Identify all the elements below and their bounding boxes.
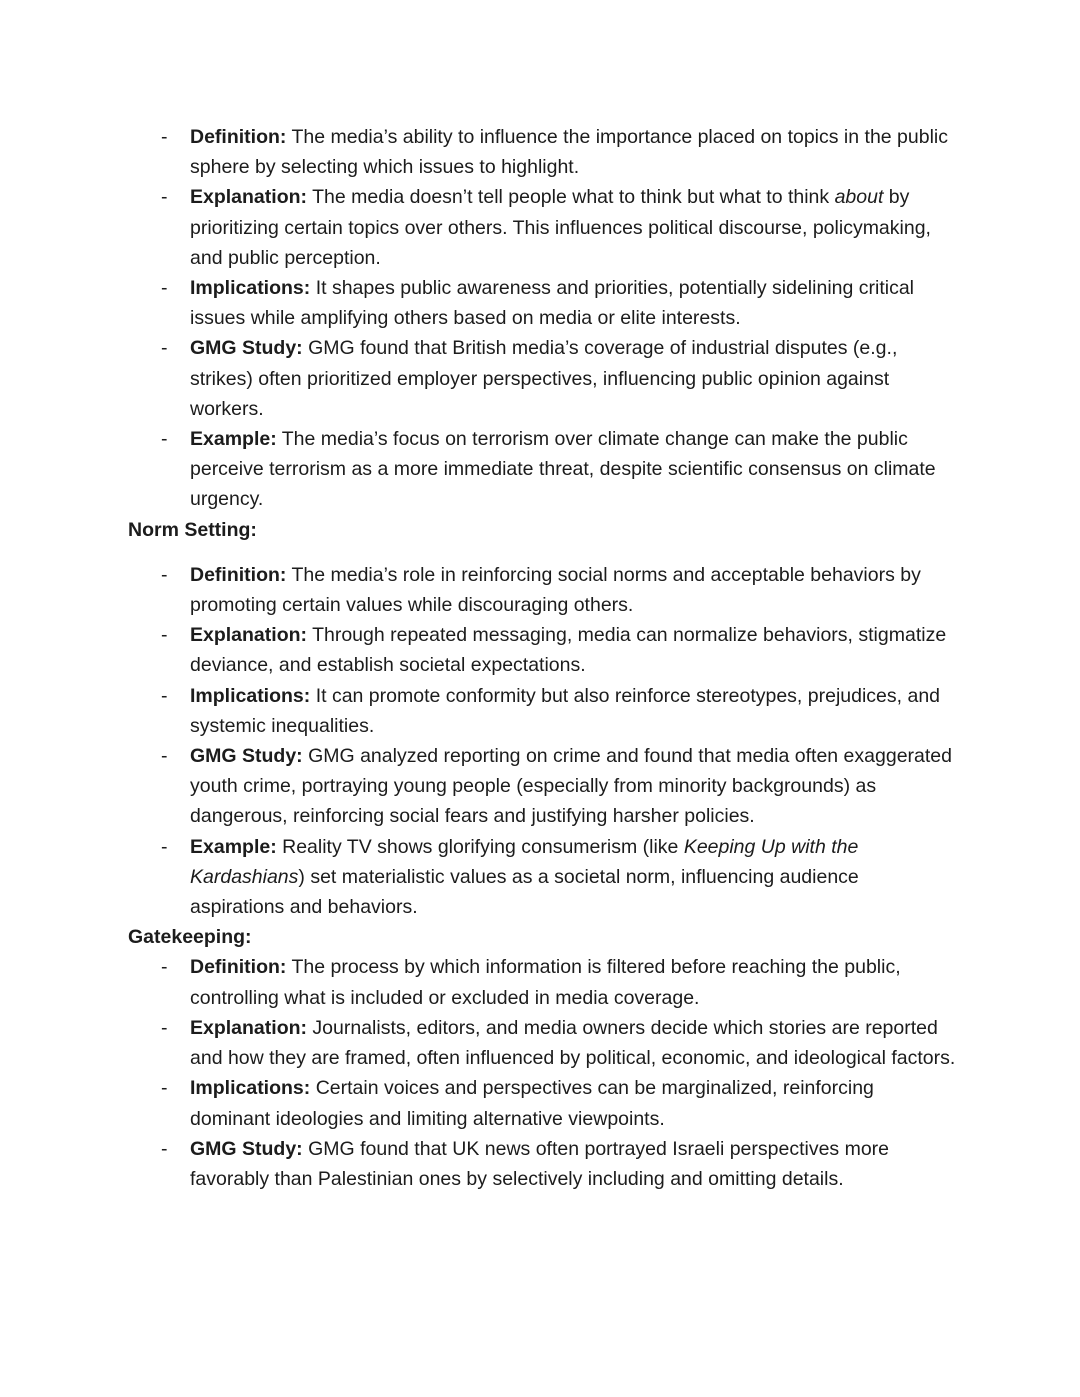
item-text: The media doesn’t tell people what to think but what to think: [307, 186, 835, 209]
item-text: The media’s ability to influence the importance placed on topics in the public sphere by selecting which issues to highlight.: [190, 126, 948, 179]
bullet-dash: -: [161, 277, 168, 300]
item-text: Certain voices and perspectives can be marginalized, reinforcing dominant ideologies and limiting alternative viewpoints.: [190, 1077, 874, 1130]
section-heading: Gatekeeping:: [128, 926, 252, 949]
list-item: [128, 1073, 956, 1133]
bullet-dash: -: [161, 956, 168, 979]
item-label: GMG Study:: [190, 337, 303, 360]
item-label: Implications:: [190, 1077, 311, 1100]
item-text-italic: Keeping Up with the Kardashians: [190, 835, 859, 888]
item-label: Explanation:: [190, 1016, 308, 1039]
item-text: It shapes public awareness and priorities, potentially sidelining critical issues while amplifying others based on media or elite interests.: [190, 277, 915, 330]
item-label: Explanation:: [190, 624, 308, 647]
item-text: GMG analyzed reporting on crime and found that media often exaggerated youth crime, portraying young people (especially from minority backgrounds) as dangerous, reinforcing social fears and justifying harsher policies.: [190, 745, 952, 828]
document-content: [128, 122, 956, 1194]
item-text: GMG found that UK news often portrayed Israeli perspectives more favorably than Palestinian ones by selectively including and omitting details.: [190, 1137, 890, 1190]
list-item: [128, 333, 956, 424]
list-item: [128, 741, 956, 832]
item-text: The media’s role in reinforcing social norms and acceptable behaviors by promoting certain values while discouraging others.: [190, 563, 921, 617]
item-text: The process by which information is filtered before reaching the public, controlling what is included or excluded in media coverage.: [190, 956, 901, 1009]
list-item: [128, 182, 956, 273]
list-item: [128, 560, 956, 620]
bullet-dash: -: [161, 126, 168, 148]
bullet-dash: -: [161, 563, 168, 586]
bullet-dash: -: [161, 1016, 168, 1039]
bullet-dash: -: [161, 745, 168, 768]
bullet-dash: -: [161, 684, 168, 707]
section-heading: Norm Setting:: [128, 518, 257, 541]
item-text: The media’s focus on terrorism over climate change can make the public perceive terrorism as a more immediate threat, despite scientific consensus on climate urgency.: [190, 428, 936, 511]
item-text: Through repeated messaging, media can normalize behaviors, stigmatize deviance, and establish societal expectations.: [190, 624, 947, 677]
item-label: GMG Study:: [190, 745, 303, 768]
item-label: Explanation:: [190, 186, 308, 209]
list-item: [128, 1134, 956, 1194]
bullet-dash: -: [161, 1137, 168, 1160]
item-text: Journalists, editors, and media owners decide which stories are reported and how they are framed, often influenced by political, economic, and ideological factors.: [190, 1016, 956, 1070]
bullet-dash: -: [161, 835, 168, 858]
item-text: Reality TV shows glorifying consumerism (like: [276, 835, 684, 858]
item-label: Definition:: [190, 126, 287, 148]
bullet-dash: -: [161, 1077, 168, 1100]
item-text: by prioritizing certain topics over others. This influences political discourse, policymaking, and public perception.: [190, 186, 931, 269]
bullet-dash: -: [161, 186, 168, 209]
item-text: GMG found that British media’s coverage of industrial disputes (e.g., strikes) often prioritized employer perspectives, influencing public opinion against workers.: [190, 337, 898, 420]
bullet-dash: -: [161, 428, 168, 451]
item-text-italic: about: [834, 186, 884, 209]
item-text: ) set materialistic values as a societal norm, influencing audience aspirations and behaviors.: [190, 865, 859, 919]
item-label: Implications:: [190, 277, 311, 300]
list-item: [128, 424, 956, 515]
list-item: [128, 832, 956, 923]
list-item: [128, 620, 956, 680]
bullet-dash: -: [161, 624, 168, 647]
list-item: [128, 952, 956, 1012]
list-item: [128, 1013, 956, 1073]
item-label: Example:: [190, 428, 277, 451]
item-text: It can promote conformity but also reinforce stereotypes, prejudices, and systemic inequalities.: [190, 684, 941, 737]
item-label: Definition:: [190, 956, 287, 979]
list-item: [128, 681, 956, 741]
item-label: Definition:: [190, 563, 287, 586]
list-item: [128, 273, 956, 333]
bullet-dash: -: [161, 337, 168, 360]
item-label: Implications:: [190, 684, 311, 707]
list-item: [128, 122, 956, 182]
item-label: Example:: [190, 835, 277, 858]
item-label: GMG Study:: [190, 1137, 303, 1160]
